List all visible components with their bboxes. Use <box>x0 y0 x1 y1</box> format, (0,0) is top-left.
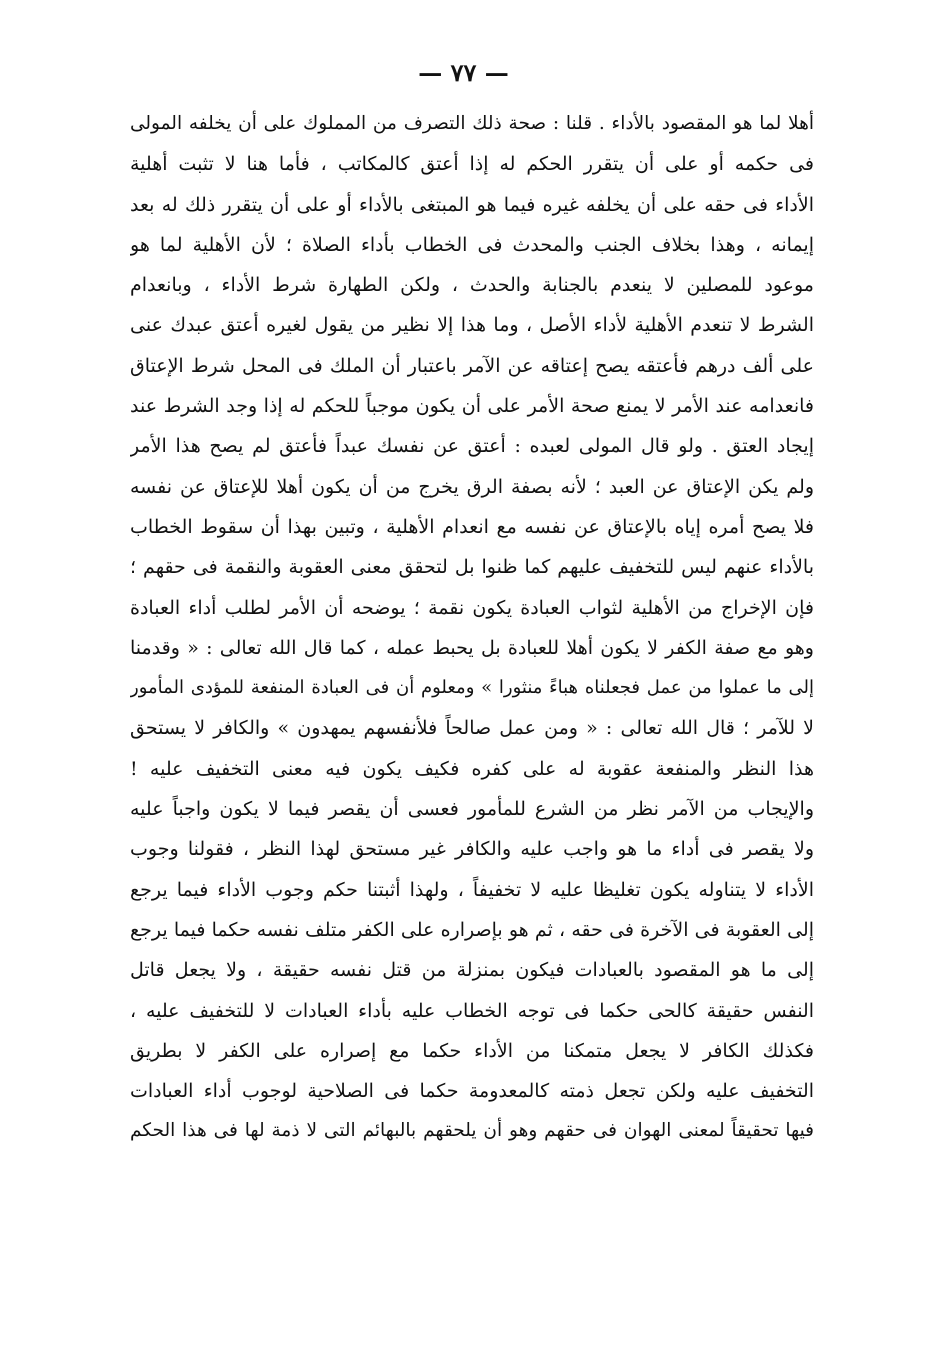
text-line: فكذلك الكافر لا يجعل متمكنا من الأداء حكما مع إصراره على الكفر لا بطريق <box>130 1039 814 1062</box>
text-line: إلى ما هو المقصود بالعبادات فيكون بمنزلة من قتل نفسه حقيقة ، ولا يجعل قاتل <box>130 959 814 982</box>
text-line: على ألف درهم فأعتقه يصح إعتاقه عن الآمر باعتبار أن الملك فى المحل شرط الإعتاق <box>130 354 814 377</box>
text-line: إيمانه ، وهذا بخلاف الجنب والمحدث فى الخطاب بأداء الصلاة ؛ لأن الأهلية لما هو <box>130 233 814 256</box>
text-line: الشرط لا تنعدم الأهلية لأداء الأصل ، وما هذا إلا نظير من يقول لغيره أعتق عبدك عنى <box>130 314 814 337</box>
text-line: وهو مع صفة الكفر لا يكون أهلا للعبادة بل يحبط عمله ، كما قال الله تعالى : « وقدمنا <box>130 636 814 659</box>
text-line: ولم يكن الإعتاق عن العبد ؛ لأنه بصفة الرق يخرج من أن يكون أهلا للإعتاق عن نفسه <box>130 475 814 498</box>
text-line: إيجاد العتق . ولو قال المولى لعبده : أعتق عن نفسك عبداً فأعتق لم يصح هذا الأمر <box>130 435 814 458</box>
text-line: ولا يقصر فى أداء ما هو واجب عليه والكافر غير مستحق لهذا النظر ، فقولنا وجوب <box>130 838 814 861</box>
text-line: فلا يصح أمره إياه بالإعتاق عن نفسه مع انعدام الأهلية ، وتبين بهذا أن سقوط الخطاب <box>130 515 814 538</box>
text-line: فإن الإخراج من الأهلية لثواب العبادة يكون نقمة ؛ يوضحه أن الأمر لطلب أداء العبادة <box>130 596 814 619</box>
text-line: هذا النظر والمنفعة عقوبة له على كفره فكيف يكون فيه معنى التخفيف عليه ! <box>130 757 814 780</box>
text-line: التخفيف عليه ولكن تجعل ذمته كالمعدومة حكما فى الصلاحية لوجوب أداء العبادات <box>130 1080 814 1103</box>
text-line: فى حكمه أو على أن يتقرر الحكم له إذا أعتق كالمكاتب ، فأما هنا لا تثبت أهلية <box>130 153 814 176</box>
text-line: والإيجاب من الآمر نظر من الشرع للمأمور فعسى أن يقصر فيما لا يكون واجباً عليه <box>130 798 814 821</box>
text-line: النفس حقيقة كالحى حكما فى توجه الخطاب عليه بأداء العبادات لا للتخفيف عليه ، <box>130 999 814 1022</box>
text-line: الأداء لا يتناوله يكون تغليظا عليه لا تخفيفاً ، ولهذا أثبتنا حكم وجوب الأداء فيما يرجع <box>130 878 814 901</box>
text-line: بالأداء عنهم ليس للتخفيف عليهم كما ظنوا بل لتحقق معنى العقوبة والنقمة فى حقهم ؛ <box>130 556 814 579</box>
text-line: فانعدامه عند الأمر لا يمنع صحة الأمر على أن يكون موجباً للحكم له إذا وجد الشرط عند <box>130 395 814 418</box>
text-line: موعود للمصلين لا ينعدم بالجنابة والحدث ، ولكن الطهارة شرط الأداء ، وبانعدام <box>130 274 814 297</box>
page-number: — ٧٧ — <box>418 58 509 87</box>
body-text <box>130 104 814 1152</box>
text-line: إلى ما عملوا من عمل فجعلناه هباءً منثورا » ومعلوم أن فى العبادة المنفعة للمؤدى المأمور <box>130 677 814 699</box>
text-line: فيها تحقيقاً لمعنى الهوان فى حقهم وهو أن يلحقهم بالبهائم التى لا ذمة لها فى هذا الحكم <box>130 1120 814 1142</box>
text-line: الأداء فى حقه على أن يخلفه غيره فيما هو المبتغى بالأداء أو على أن يتقرر ذلك له بعد <box>130 193 814 216</box>
text-line: لا للآمر ؛ قال الله تعالى : « ومن عمل صالحاً فلأنفسهم يمهدون » والكافر لا يستحق <box>130 717 814 740</box>
text-line: إلى العقوبة فى الآخرة فى حقه ، ثم هو بإصراره على الكفر متلف نفسه حكما فيما يرجع <box>130 918 814 941</box>
text-line: أهلا لما هو المقصود بالأداء . قلنا : صحة ذلك التصرف من المملوك على أن يخلفه المولى <box>130 113 814 134</box>
